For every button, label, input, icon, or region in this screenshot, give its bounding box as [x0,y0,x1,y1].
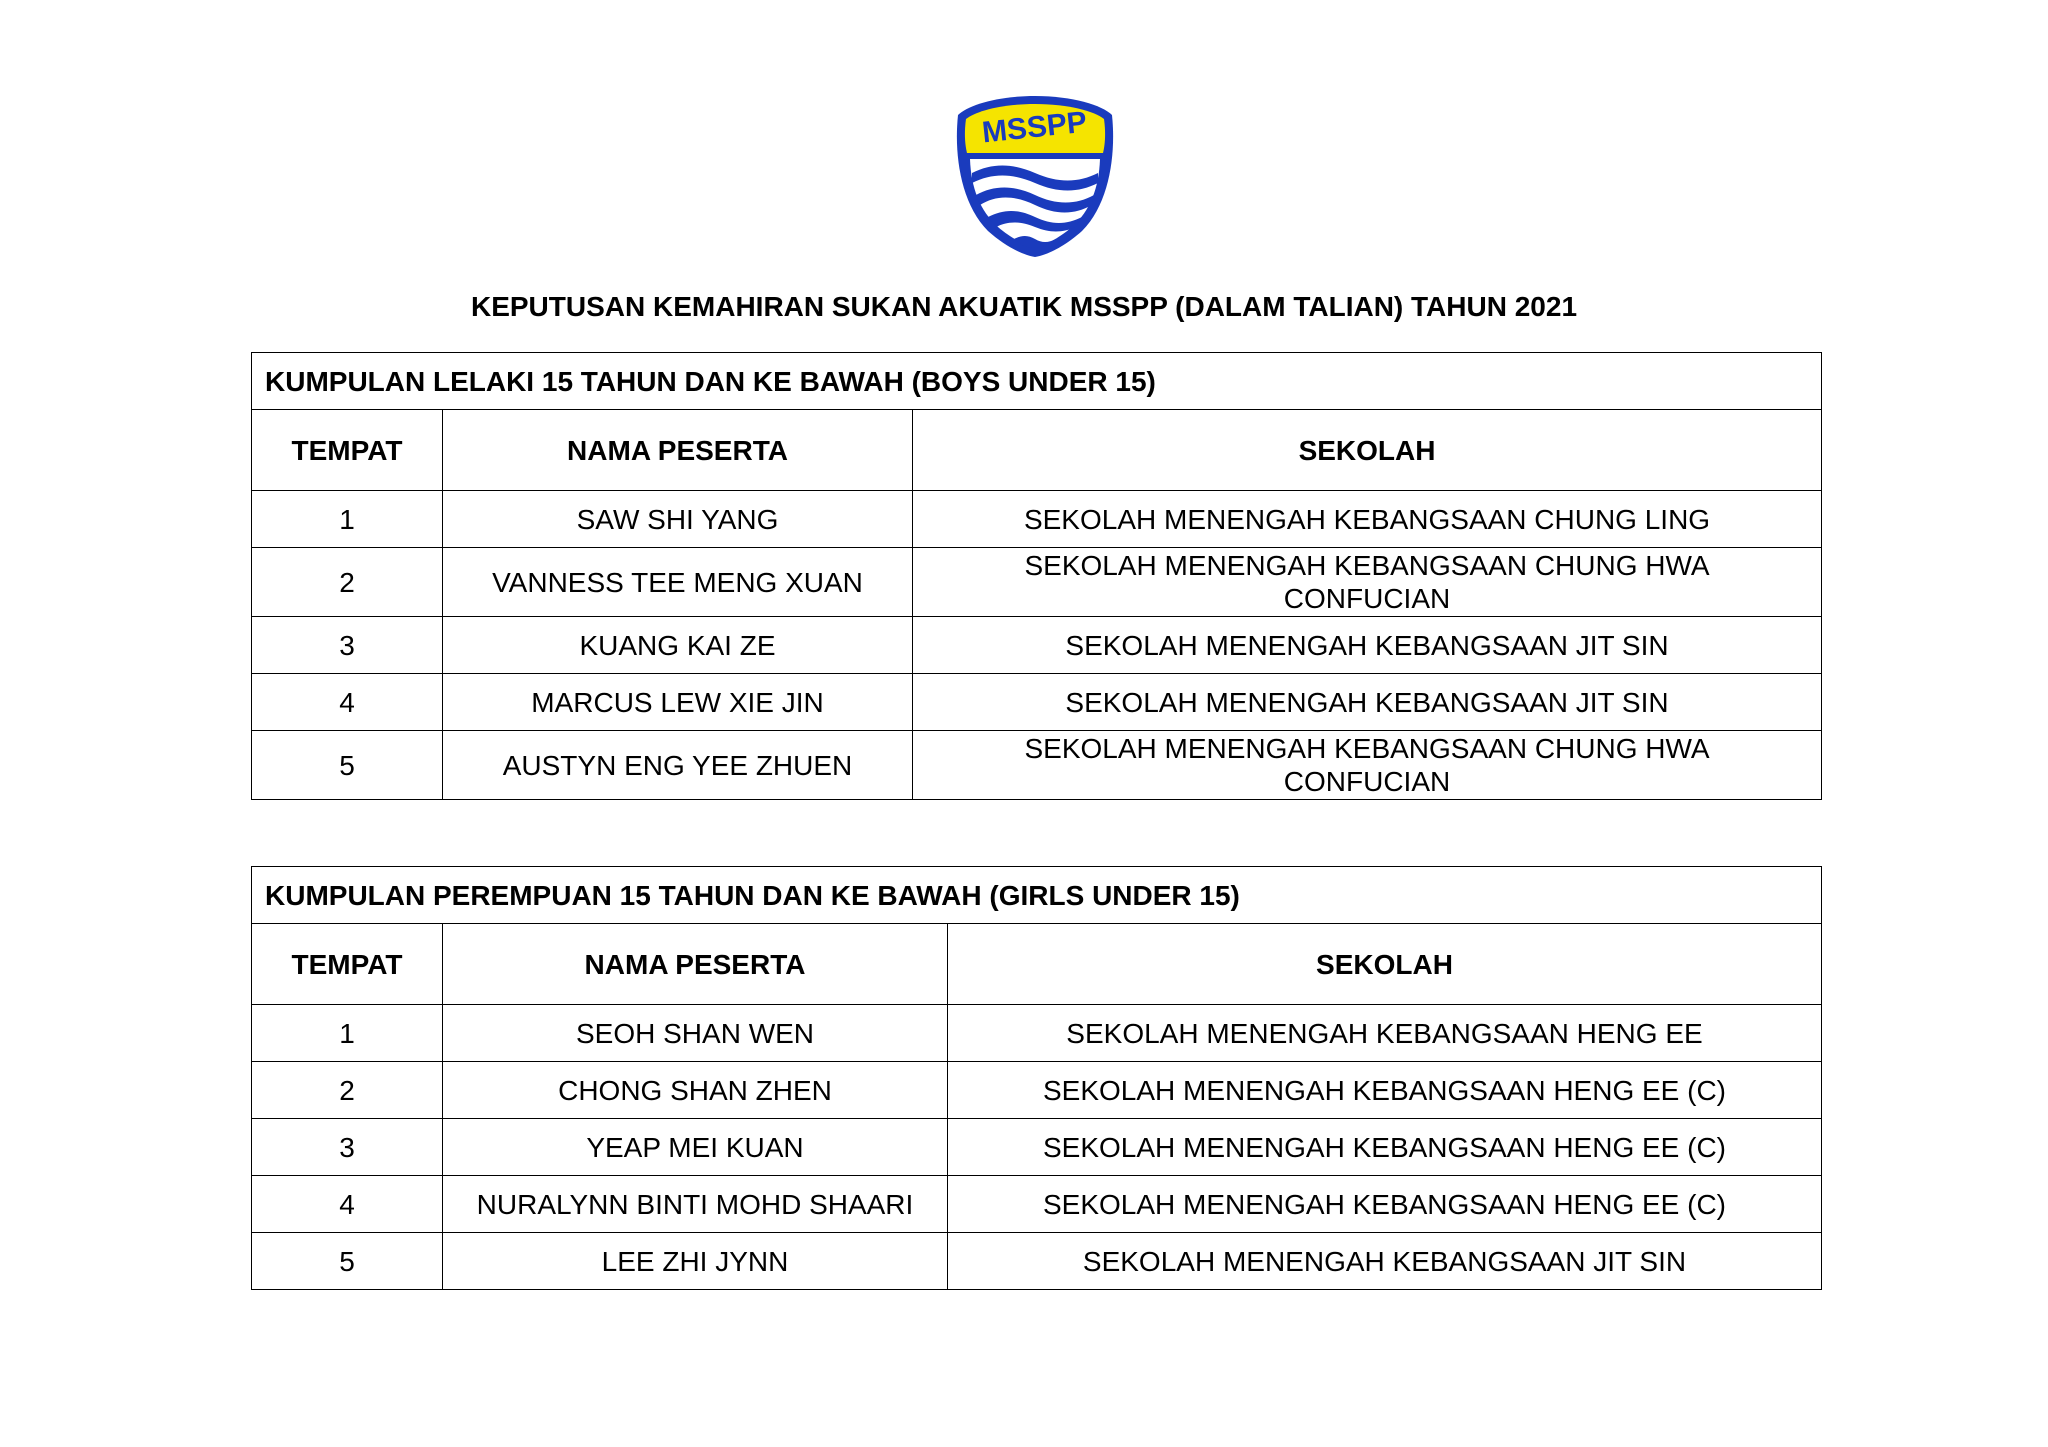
name-cell: NURALYNN BINTI MOHD SHAARI [443,1176,948,1233]
table-row [252,674,1822,731]
place-cell: 3 [252,617,443,674]
name-cell: LEE ZHI JYNN [443,1233,948,1290]
table-row [252,731,1822,800]
table-row [252,1119,1822,1176]
school-cell: SEKOLAH MENENGAH KEBANGSAAN HENG EE (C) [948,1119,1822,1176]
table-row [252,1005,1822,1062]
logo-text: MSSPP [980,105,1089,150]
boys-results-table [251,352,1822,800]
group-title: KUMPULAN PEREMPUAN 15 TAHUN DAN KE BAWAH (GIRLS UNDER 15) [252,867,1822,924]
table-row [252,548,1822,617]
school-cell: SEKOLAH MENENGAH KEBANGSAAN HENG EE (C) [948,1062,1822,1119]
place-cell: 3 [252,1119,443,1176]
name-cell: VANNESS TEE MENG XUAN [443,548,913,617]
school-cell: SEKOLAH MENENGAH KEBANGSAAN JIT SIN [948,1233,1822,1290]
group-title: KUMPULAN LELAKI 15 TAHUN DAN KE BAWAH (BOYS UNDER 15) [252,353,1822,410]
girls-results-table [251,866,1822,1290]
school-cell: SEKOLAH MENENGAH KEBANGSAAN JIT SIN [913,617,1822,674]
place-cell: 1 [252,1005,443,1062]
place-cell: 2 [252,548,443,617]
school-cell: SEKOLAH MENENGAH KEBANGSAAN HENG EE (C) [948,1176,1822,1233]
column-header-name: NAMA PESERTA [443,924,948,1005]
column-header-place: TEMPAT [252,924,443,1005]
place-cell: 2 [252,1062,443,1119]
school-cell: SEKOLAH MENENGAH KEBANGSAAN CHUNG HWA CONFUCIAN [913,731,1822,800]
table-row [252,1176,1822,1233]
header-row [252,924,1822,1005]
place-cell: 4 [252,674,443,731]
school-cell: SEKOLAH MENENGAH KEBANGSAAN CHUNG HWA CONFUCIAN [913,548,1822,617]
table-group-row [252,353,1822,410]
table-row [252,1062,1822,1119]
school-cell: SEKOLAH MENENGAH KEBANGSAAN JIT SIN [913,674,1822,731]
name-cell: CHONG SHAN ZHEN [443,1062,948,1119]
table-row [252,1233,1822,1290]
table-row [252,617,1822,674]
header-row [252,410,1822,491]
table-row [252,491,1822,548]
school-cell: SEKOLAH MENENGAH KEBANGSAAN CHUNG LING [913,491,1822,548]
table-group-row [252,867,1822,924]
place-cell: 4 [252,1176,443,1233]
school-cell: SEKOLAH MENENGAH KEBANGSAAN HENG EE [948,1005,1822,1062]
place-cell: 5 [252,731,443,800]
name-cell: AUSTYN ENG YEE ZHUEN [443,731,913,800]
document-title: KEPUTUSAN KEMAHIRAN SUKAN AKUATIK MSSPP (DALAM TALIAN) TAHUN 2021 [470,291,1578,322]
name-cell: SEOH SHAN WEN [443,1005,948,1062]
name-cell: SAW SHI YANG [443,491,913,548]
column-header-school: SEKOLAH [948,924,1822,1005]
name-cell: YEAP MEI KUAN [443,1119,948,1176]
name-cell: MARCUS LEW XIE JIN [443,674,913,731]
place-cell: 5 [252,1233,443,1290]
column-header-place: TEMPAT [252,410,443,491]
column-header-name: NAMA PESERTA [443,410,913,491]
msspp-logo [952,93,1118,259]
place-cell: 1 [252,491,443,548]
name-cell: KUANG KAI ZE [443,617,913,674]
column-header-school: SEKOLAH [913,410,1822,491]
